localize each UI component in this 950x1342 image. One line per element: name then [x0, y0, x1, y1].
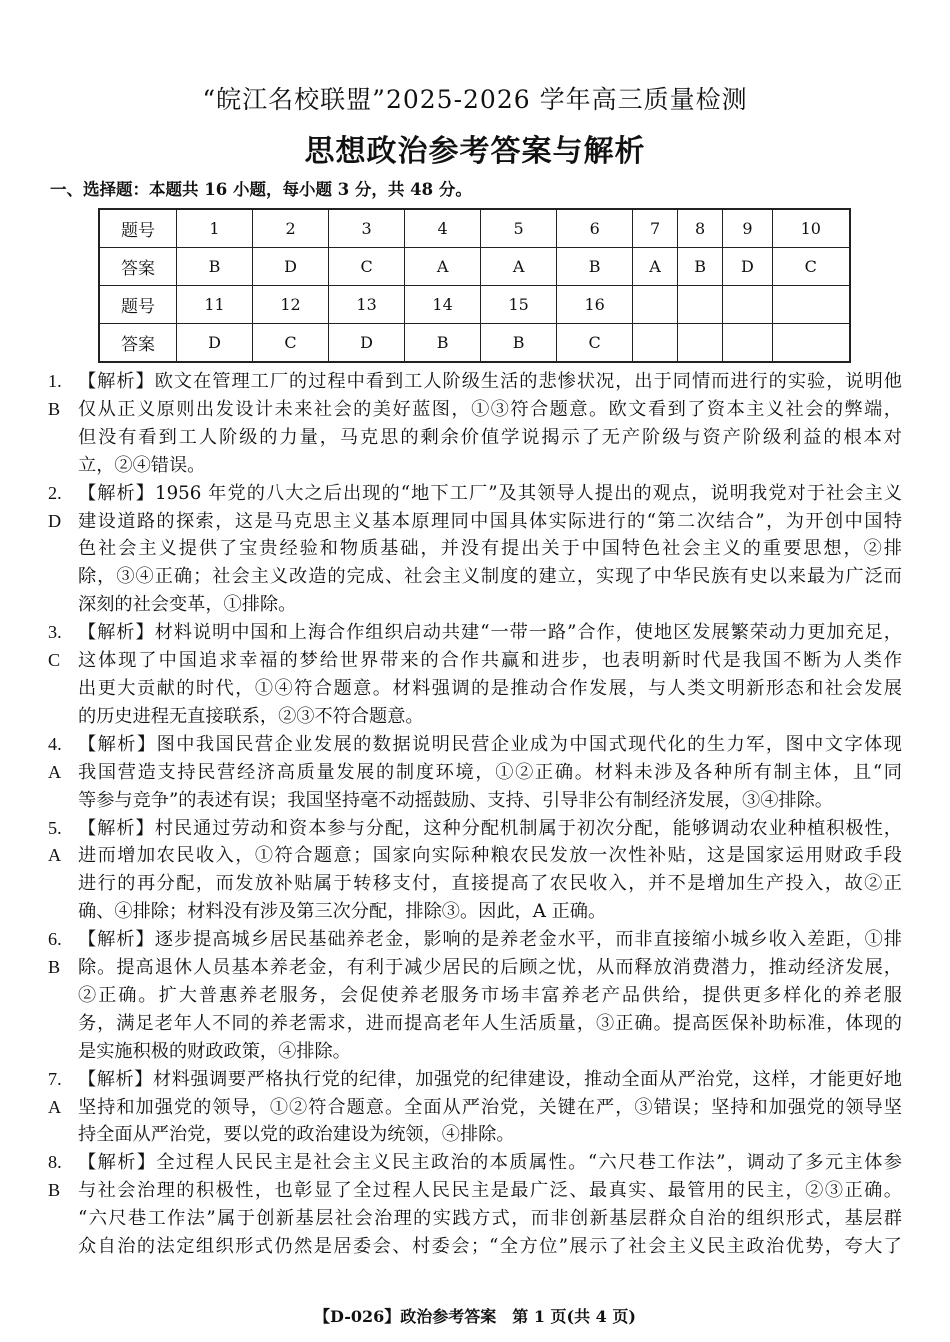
- explanation-item: [48, 1149, 902, 1261]
- table-cell: A: [405, 248, 481, 286]
- explanation-line: 【解析】1956 年党的八大之后出现的“地下工厂”及其领导人提出的观点，说明我党对于社会主义: [78, 482, 902, 504]
- page-footer: 【D-026】政治参考答案 第 1 页(共 4 页): [314, 1307, 636, 1326]
- explanation-line: 除。提高退休人员基本养老金，有利于减少居民的后顾之忧，从而释放消费潜力，推动经济发展，: [78, 957, 902, 979]
- table-row: [99, 248, 850, 286]
- table-cell: [723, 286, 772, 324]
- table-cell: A: [481, 248, 557, 286]
- explanation-line: 众自治的法定组织形式仍然是居委会、村委会；“全方位”展示了社会主义民主政治优势，夸大了: [78, 1236, 902, 1258]
- row-header: 答案: [99, 248, 177, 286]
- table-cell: D: [723, 248, 772, 286]
- explanation-line: 【解析】全过程人民民主是社会主义民主政治的本质属性。“六尺巷工作法”，调动了多元主体参: [78, 1152, 902, 1174]
- explanation-line: “六尺巷工作法”属于创新基层社会治理的实践方式，而非创新基层群众自治的组织形式，基层群: [78, 1208, 902, 1230]
- table-cell: B: [405, 324, 481, 363]
- table-cell: 7: [633, 209, 678, 248]
- table-cell: 14: [405, 286, 481, 324]
- table-cell: B: [557, 248, 633, 286]
- explanation-line: 色社会主义提供了宝贵经验和物质基础，并没有提出关于中国特色社会主义的重要思想，②排: [78, 538, 902, 560]
- table-cell: 16: [557, 286, 633, 324]
- item-number: 8. B: [48, 1152, 62, 1201]
- explanation-line: 是实施积极的财政政策，④排除。: [78, 1040, 351, 1062]
- explanation-line: 立，②④错误。: [78, 454, 206, 476]
- table-cell: C: [329, 248, 405, 286]
- table-cell: 12: [253, 286, 329, 324]
- table-row: [99, 286, 850, 324]
- table-cell: [772, 286, 850, 324]
- explanation-line: 进而增加农民收入，①符合题意；国家向实际种粮农民发放一次性补贴，这是国家运用财政手段: [78, 845, 902, 867]
- row-header: 答案: [99, 324, 177, 363]
- explanation-line: 除，③④正确；社会主义改造的完成、社会主义制度的建立，实现了中华民族有史以来最为广泛而: [78, 566, 902, 588]
- table-cell: 5: [481, 209, 557, 248]
- table-cell: 11: [177, 286, 253, 324]
- explanation-item: [48, 368, 902, 480]
- explanation-line: 务，满足老年人不同的养老需求，进而提高老年人生活质量，③正确。提高医保补助标准，体现的: [78, 1012, 902, 1034]
- explanation-line: 【解析】图中我国民营企业发展的数据说明民营企业成为中国式现代化的生力军，图中文字体现: [78, 733, 902, 755]
- item-number: 4. A: [48, 733, 62, 782]
- explanation-item: [48, 619, 902, 731]
- document-title: “皖江名校联盟”2025-2026 学年高三质量检测: [202, 85, 748, 114]
- table-cell: D: [253, 248, 329, 286]
- explanation-line: 我国营造支持民营经济高质量发展的制度环境，①②正确。材料未涉及各种所有制主体，且“同: [78, 761, 902, 783]
- table-cell: 8: [677, 209, 722, 248]
- table-cell: [677, 286, 722, 324]
- item-number: 2. D: [48, 482, 62, 531]
- table-cell: A: [633, 248, 678, 286]
- explanation-line: 等参与竞争”的表述有误；我国坚持毫不动摇鼓励、支持、引导非公有制经济发展，③④排除。: [78, 789, 833, 811]
- item-number: 3. C: [48, 622, 62, 671]
- table-cell: C: [772, 248, 850, 286]
- table-cell: B: [677, 248, 722, 286]
- explanation-line: 确、④排除；材料没有涉及第三次分配，排除③。因此，A 正确。: [78, 901, 607, 923]
- table-cell: 2: [253, 209, 329, 248]
- explanation-line: 【解析】材料说明中国和上海合作组织启动共建“一带一路”合作，使地区发展繁荣动力更加充足，: [78, 622, 902, 644]
- explanation-line: 坚持和加强党的领导，①②符合题意。全面从严治党，关键在严，③错误；坚持和加强党的领导坚: [78, 1096, 902, 1118]
- document-subtitle: 思想政治参考答案与解析: [304, 134, 646, 169]
- table-cell: [633, 286, 678, 324]
- explanation-line: 的历史进程无直接联系，②③不符合题意。: [78, 705, 424, 727]
- explanations: [48, 368, 902, 1261]
- table-cell: B: [481, 324, 557, 363]
- explanation-item: [48, 480, 902, 620]
- table-cell: 13: [329, 286, 405, 324]
- table-cell: 9: [723, 209, 772, 248]
- item-number: 5. A: [48, 817, 62, 866]
- table-cell: 10: [772, 209, 850, 248]
- explanation-line: 【解析】村民通过劳动和资本参与分配，这种分配机制属于初次分配，能够调动农业种植积极性，: [78, 817, 902, 839]
- explanation-item: [48, 815, 902, 927]
- table-cell: D: [329, 324, 405, 363]
- table-cell: [723, 324, 772, 363]
- explanation-line: 【解析】欧文在管理工厂的过程中看到工人阶级生活的悲惨状况，出于同情而进行的实验，说明他: [78, 371, 902, 392]
- table-cell: 1: [177, 209, 253, 248]
- table-row: [99, 324, 850, 363]
- item-number: 7. A: [48, 1068, 62, 1117]
- table-cell: [772, 324, 850, 363]
- section-heading: 一、选择题：本题共 16 小题，每小题 3 分，共 48 分。: [50, 180, 472, 199]
- table-cell: [677, 324, 722, 363]
- explanation-line: 与社会治理的积极性，也彰显了全过程人民民主是最广泛、最真实、最管用的民主，②③正确。: [78, 1180, 902, 1202]
- explanation-line: 建设道路的探索，这是马克思主义基本原理同中国具体实际进行的“第二次结合”，为开创中国特: [78, 510, 902, 532]
- explanation-line: 但没有看到工人阶级的力量，马克思的剩余价值学说揭示了无产阶级与资产阶级利益的根本对: [78, 426, 902, 448]
- table-cell: 4: [405, 209, 481, 248]
- table-row: [99, 209, 850, 248]
- table-cell: D: [177, 324, 253, 363]
- explanation-line: 这体现了中国追求幸福的梦给世界带来的合作共赢和进步，也表明新时代是我国不断为人类作: [78, 650, 902, 672]
- explanation-line: 深刻的社会变革，①排除。: [78, 594, 297, 616]
- row-header: 题号: [99, 209, 177, 248]
- explanation-line: 出更大贡献的时代，①④符合题意。材料强调的是推动合作发展，与人类文明新形态和社会发展: [78, 677, 902, 699]
- explanation-line: 仅从正义原则出发设计未来社会的美好蓝图，①③符合题意。欧文看到了资本主义社会的弊端，: [78, 398, 902, 420]
- table-cell: 15: [481, 286, 557, 324]
- explanation-item: [48, 1066, 902, 1150]
- table-cell: B: [177, 248, 253, 286]
- table-cell: C: [557, 324, 633, 363]
- explanation-line: 进行的再分配，而发放补贴属于转移支付，直接提高了农民收入，并不是增加生产投入，故②正: [78, 873, 902, 895]
- table-cell: 3: [329, 209, 405, 248]
- explanation-line: 【解析】材料强调要严格执行党的纪律，加强党的纪律建设，推动全面从严治党，这样，才能更好地: [78, 1068, 902, 1090]
- explanation-line: 持全面从严治党，要以党的政治建设为统领，④排除。: [78, 1124, 515, 1146]
- table-cell: [633, 324, 678, 363]
- explanation-item: [48, 731, 902, 815]
- table-cell: C: [253, 324, 329, 363]
- item-number: 6. B: [48, 929, 62, 978]
- row-header: 题号: [99, 286, 177, 324]
- answer-table: [98, 208, 851, 363]
- explanation-line: ②正确。扩大普惠养老服务，会促使养老服务市场丰富养老产品供给，提供更多样化的养老服: [78, 984, 902, 1006]
- table-cell: 6: [557, 209, 633, 248]
- explanation-line: 【解析】逐步提高城乡居民基础养老金，影响的是养老金水平，而非直接缩小城乡收入差距，①排: [78, 929, 902, 951]
- explanation-item: [48, 926, 902, 1066]
- item-number: 1. B: [48, 371, 62, 419]
